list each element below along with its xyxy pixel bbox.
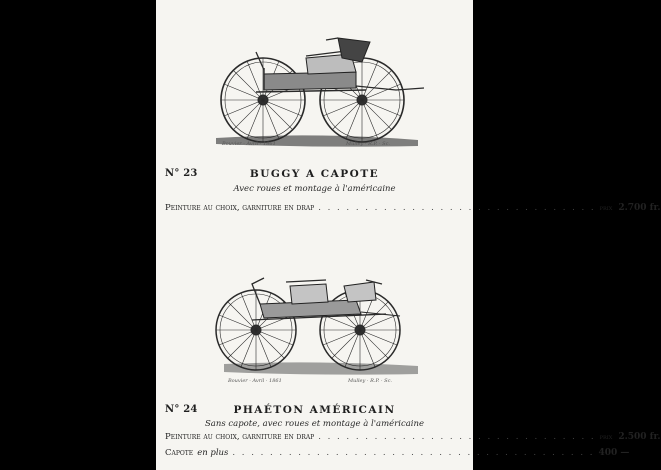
price-label: prix [599, 203, 613, 212]
engraver-signature: Bouvier · Avril · 1861 [228, 378, 282, 384]
item-title: BUGGY A CAPOTE [249, 168, 380, 180]
price-description: Peinture au choix, garniture en drap [165, 432, 315, 442]
price-label: prix [599, 432, 613, 441]
price-line: Peinture au choix, garniture en drap . . . . . . . . . . . . . . . . . . . . . . . . . . . . . . prix 2.700 fr. [165, 203, 661, 213]
phaeton-illustration [156, 270, 473, 390]
engraver-signature: Mulley · R.P. · Sc. [348, 378, 392, 384]
item-number: N° 23 [165, 168, 198, 179]
buggy-illustration [156, 28, 473, 153]
item-subtitle: Sans capote, avec roues et montage à l'américaine [204, 419, 425, 429]
price-value: 400 — [598, 448, 630, 458]
price-line: Capote en plus . . . . . . . . . . . . . . . . . . . . . . . . . . . . . . . . . . . . . . . 400 — [165, 448, 630, 458]
price-value: 2.500 fr. [618, 432, 661, 442]
item-number: N° 24 [165, 404, 198, 415]
price-line: Peinture au choix, garniture en drap . . . . . . . . . . . . . . . . . . . . . . . . . . . . . . prix 2.500 fr. [165, 432, 661, 442]
price-value: 2.700 fr. [618, 203, 661, 213]
price-description: Capote [165, 448, 194, 458]
price-description-italic: en plus [197, 448, 229, 458]
price-description: Peinture au choix, garniture en drap [165, 203, 315, 213]
catalog-page [156, 0, 661, 470]
item-title: PHAÉTON AMÉRICAIN [233, 404, 396, 416]
item-subtitle: Avec roues et montage à l'américaine [233, 184, 396, 194]
engraver-signature: Mulley · R.P. · Sc. [346, 141, 390, 147]
engraver-signature: Bouvier · Avril · 1861 [222, 141, 276, 147]
